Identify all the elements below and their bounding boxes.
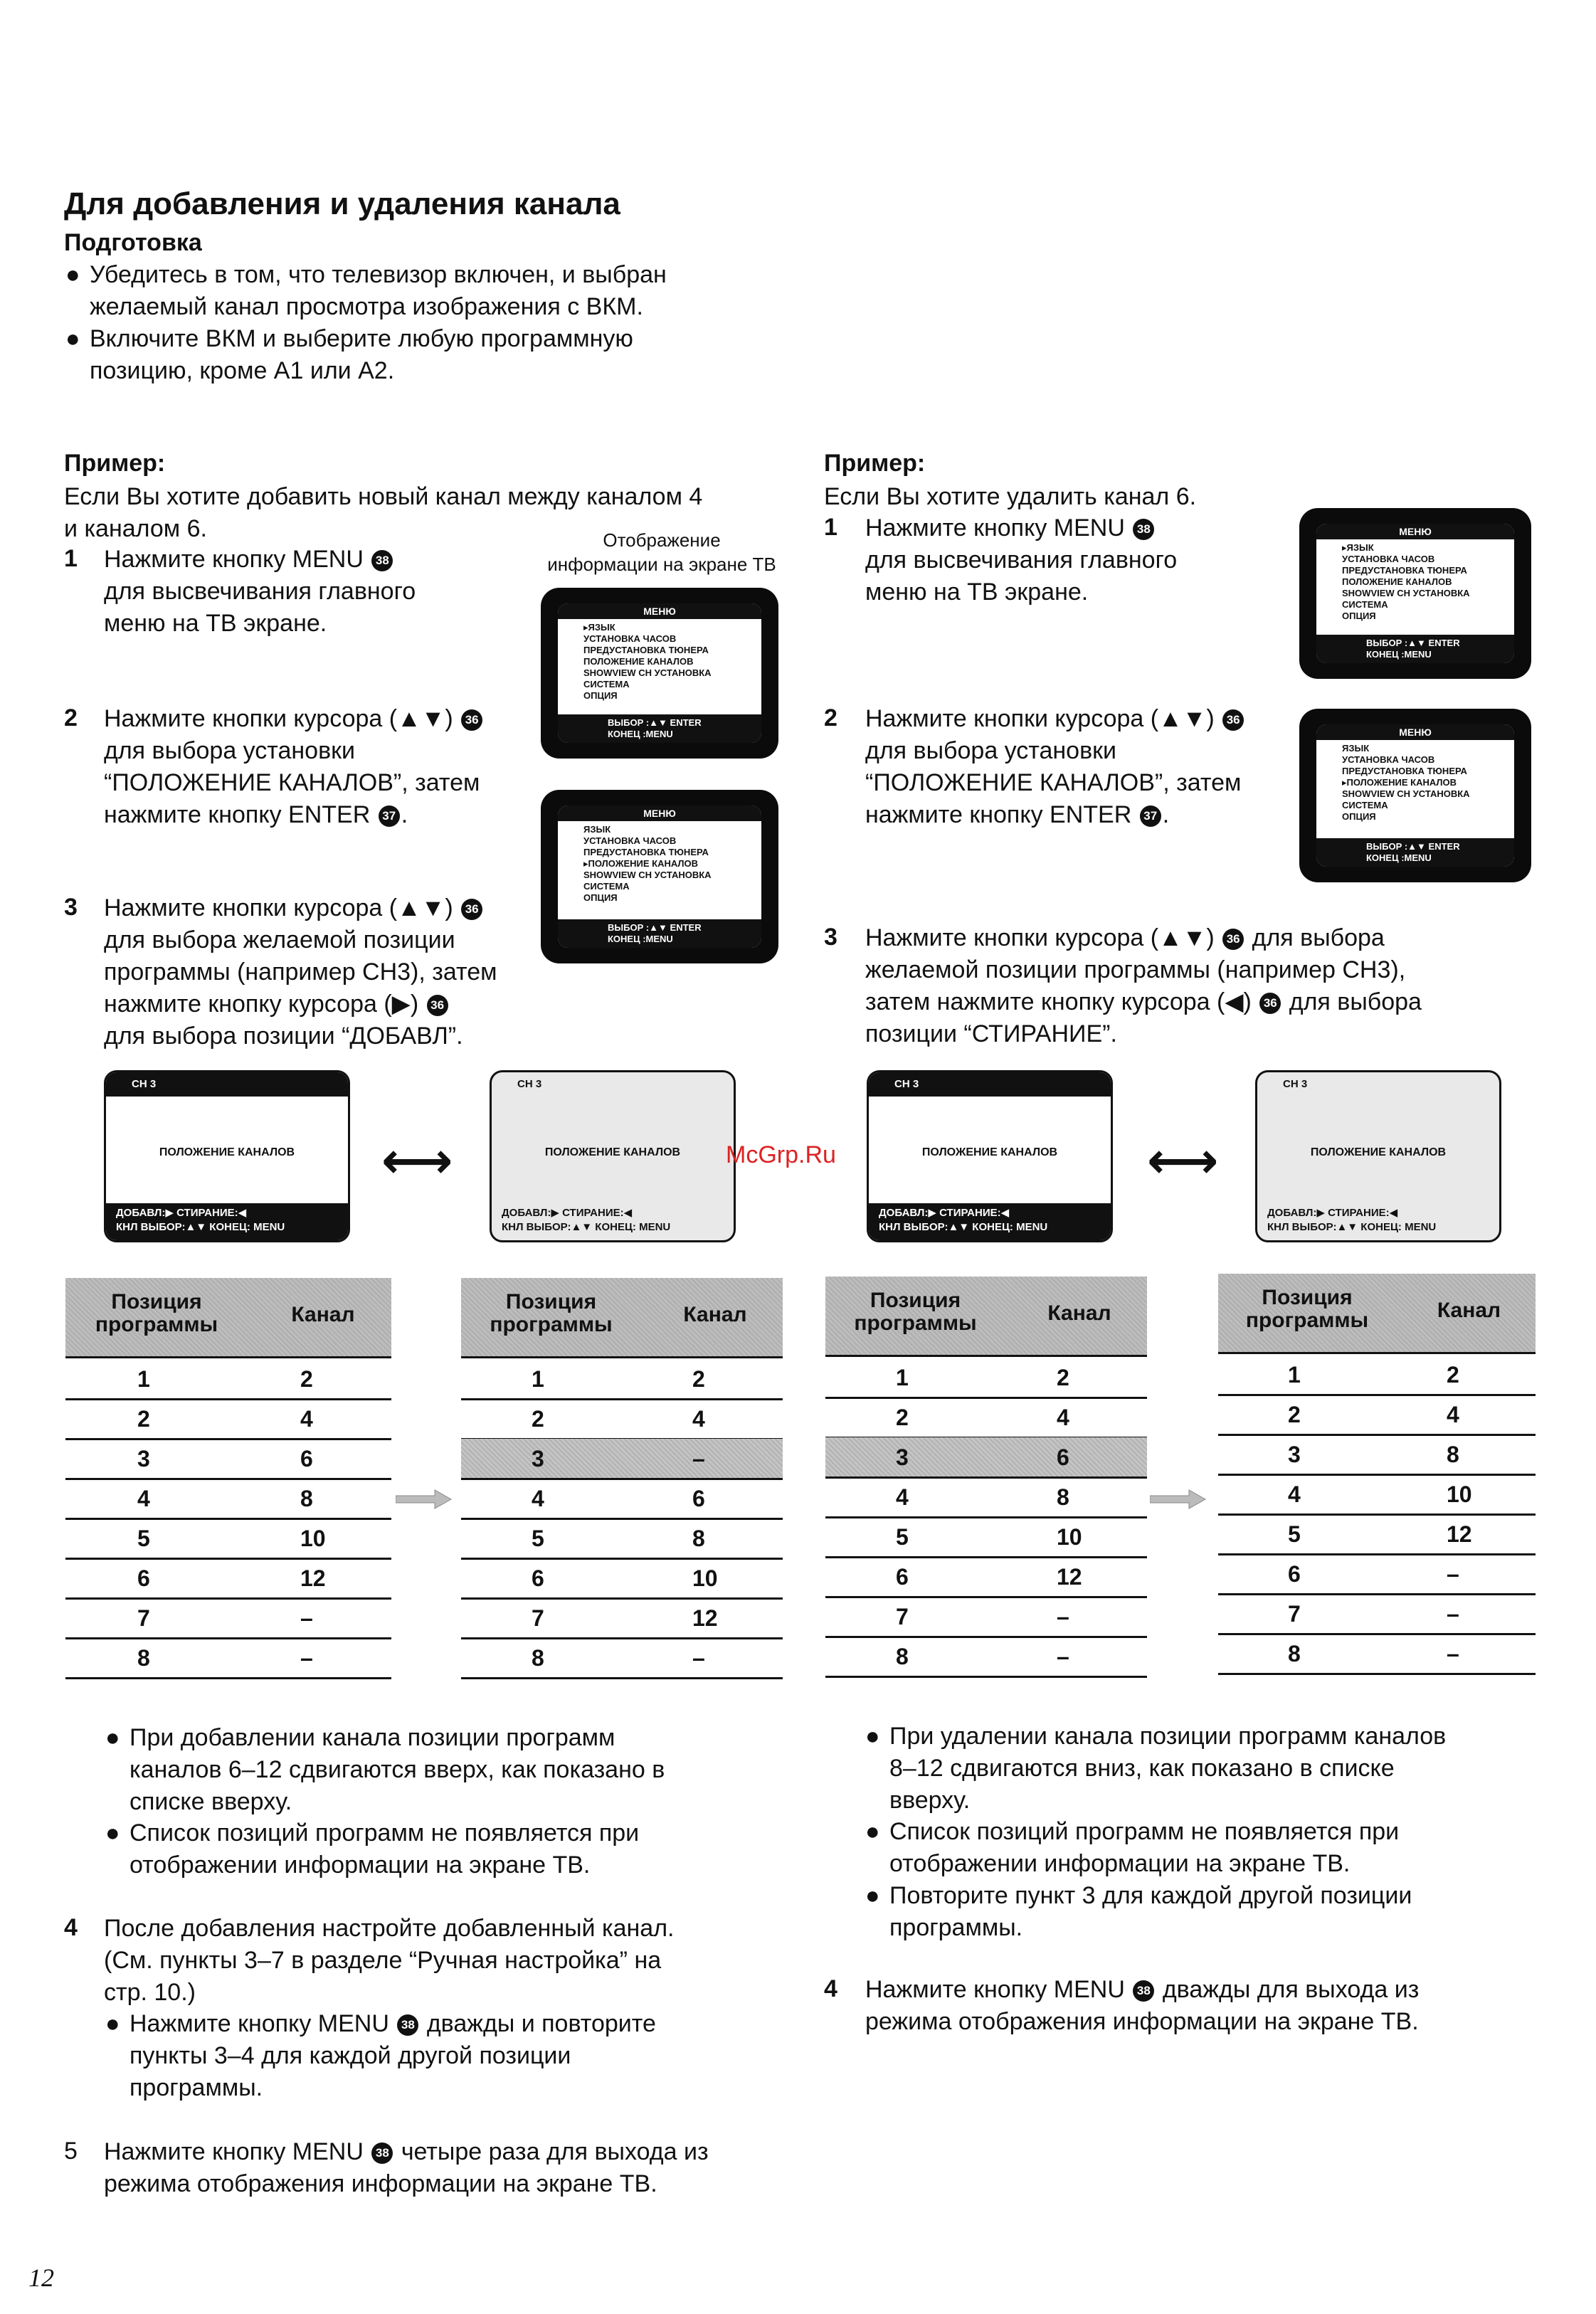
- channel-cell: –: [1057, 1604, 1069, 1629]
- table-row: [461, 1518, 783, 1560]
- position-cell: 6: [896, 1564, 909, 1590]
- table-row: [65, 1638, 391, 1679]
- left-right-arrow-icon: ⟷: [1147, 1133, 1219, 1188]
- cursor-button-icon: 36: [1259, 993, 1281, 1014]
- enter-button-icon: 37: [379, 805, 400, 827]
- channel-cell: 10: [692, 1565, 718, 1591]
- table-row: [825, 1517, 1147, 1558]
- enter-button-icon: 37: [1140, 805, 1161, 827]
- table-row: [825, 1557, 1147, 1598]
- channel-position-screen: CH 3 ПОЛОЖЕНИЕ КАНАЛОВ ДОБАВЛ:▶ СТИРАНИЕ:◀ КНЛ ВЫБОР:▲▼ КОНЕЦ: MENU: [1255, 1070, 1501, 1242]
- position-cell: 1: [137, 1366, 150, 1392]
- table-row: [825, 1477, 1147, 1518]
- menu-button-icon: 38: [397, 2014, 418, 2036]
- table-row: [1218, 1634, 1536, 1675]
- watermark: McGrp.Ru: [726, 1141, 836, 1168]
- channel-cell: 6: [692, 1486, 705, 1511]
- channel-cell: –: [692, 1446, 705, 1472]
- right-step-4: Нажмите кнопку MENU 38 дважды для выхода из режима отображения информации на экране ТВ.: [865, 1976, 1420, 2035]
- position-cell: 8: [532, 1645, 544, 1671]
- position-cell: 4: [1288, 1481, 1301, 1507]
- channel-cell: 12: [1447, 1521, 1472, 1547]
- position-cell: 6: [532, 1565, 544, 1591]
- position-cell: 7: [137, 1605, 150, 1631]
- position-cell: 5: [532, 1526, 544, 1551]
- page-number: 12: [28, 2263, 54, 2292]
- cursor-button-icon: 36: [1222, 929, 1244, 950]
- position-cell: 8: [137, 1645, 150, 1671]
- position-cell: 5: [1288, 1521, 1301, 1547]
- menu-button-icon: 38: [1133, 1980, 1154, 2002]
- position-cell: 3: [1288, 1442, 1301, 1467]
- channel-cell: 10: [1447, 1481, 1472, 1507]
- channel-position-screen: CH 3 ПОЛОЖЕНИЕ КАНАЛОВ ДОБАВЛ:▶ СТИРАНИЕ:◀ КНЛ ВЫБОР:▲▼ КОНЕЦ: MENU: [490, 1070, 736, 1242]
- step-number: 4: [64, 1914, 78, 1941]
- position-cell: 2: [532, 1406, 544, 1432]
- channel-cell: –: [300, 1605, 313, 1631]
- channel-table: [65, 1278, 391, 1684]
- channel-cell: 2: [300, 1366, 313, 1392]
- note-item: ● При удалении канала позиции программ каналов 8–12 сдвигаются вниз, как показано в списке вверху.: [865, 1723, 1447, 1814]
- channel-cell: 10: [1057, 1524, 1082, 1550]
- step-number: 2: [64, 704, 78, 731]
- step-number: 2: [824, 704, 837, 731]
- step-number: 1: [64, 545, 78, 572]
- tv-menu-screen: МЕНЮ ЯЗЫК УСТАНОВКА ЧАСОВ ПРЕДУСТАНОВКА ТЮНЕРА ▸ПОЛОЖЕНИЕ КАНАЛОВ SHOWVIEW CH УСТАНОВКА СИСТЕМА ОПЦИЯ ВЫБОР :▲▼ ENTER КОНЕЦ :MENU: [541, 790, 778, 963]
- table-row: [1218, 1554, 1536, 1595]
- channel-header: Канал: [683, 1303, 747, 1326]
- position-cell: 4: [137, 1486, 150, 1511]
- position-cell: 3: [137, 1446, 150, 1472]
- channel-cell: 8: [1057, 1484, 1069, 1510]
- table-row: [1218, 1594, 1536, 1635]
- tv-menu-screen: МЕНЮ ▸ЯЗЫК УСТАНОВКА ЧАСОВ ПРЕДУСТАНОВКА ТЮНЕРА ПОЛОЖЕНИЕ КАНАЛОВ SHOWVIEW CH УСТАНОВКА СИСТЕМА ОПЦИЯ ВЫБОР :▲▼ ENTER КОНЕЦ :MENU: [541, 588, 778, 759]
- channel-cell: 2: [1057, 1365, 1069, 1390]
- channel-cell: –: [1447, 1561, 1459, 1587]
- position-cell: 3: [896, 1444, 909, 1470]
- page-title: Для добавления и удаления канала: [64, 186, 620, 221]
- channel-cell: 4: [1447, 1402, 1459, 1427]
- table-row: [65, 1439, 391, 1480]
- table-header: [825, 1277, 1147, 1355]
- position-cell: 8: [1288, 1641, 1301, 1666]
- position-cell: 4: [532, 1486, 544, 1511]
- table-row: [461, 1638, 783, 1679]
- step-number: 3: [824, 924, 837, 951]
- menu-button-icon: 38: [371, 2143, 393, 2164]
- table-row: [461, 1439, 783, 1480]
- left-step-5: Нажмите кнопку MENU 38 четыре раза для выхода из режима отображения информации на экране ТВ.: [104, 2138, 709, 2197]
- table-row: [65, 1598, 391, 1639]
- prep-item: ● Убедитесь в том, что телевизор включен, и выбран желаемый канал просмотра изображения с ВКМ.: [65, 261, 667, 320]
- cursor-button-icon: 36: [461, 899, 482, 920]
- table-row: [1218, 1474, 1536, 1516]
- position-cell: 7: [1288, 1601, 1301, 1627]
- left-example-text: Если Вы хотите добавить новый канал между каналом 4 и каналом 6.: [64, 483, 703, 542]
- position-cell: 1: [1288, 1362, 1301, 1388]
- channel-cell: 6: [1057, 1444, 1069, 1470]
- step-number: 4: [824, 1975, 837, 2002]
- position-header: Позиция программы: [1245, 1286, 1369, 1332]
- table-row: [1218, 1355, 1536, 1396]
- tv-menu-screen: МЕНЮ ЯЗЫК УСТАНОВКА ЧАСОВ ПРЕДУСТАНОВКА ТЮНЕРА ▸ПОЛОЖЕНИЕ КАНАЛОВ SHOWVIEW CH УСТАНОВКА СИСТЕМА ОПЦИЯ ВЫБОР :▲▼ ENTER КОНЕЦ :MENU: [1299, 709, 1531, 882]
- position-cell: 8: [896, 1644, 909, 1669]
- channel-cell: 2: [692, 1366, 705, 1392]
- left-step-4: После добавления настройте добавленный канал. (См. пункты 3–7 в разделе “Ручная настройка” на стр. 10.): [104, 1915, 675, 2006]
- channel-cell: –: [1447, 1601, 1459, 1627]
- position-cell: 6: [137, 1565, 150, 1591]
- channel-cell: –: [692, 1645, 705, 1671]
- step-number: 1: [824, 514, 837, 541]
- right-step-3: Нажмите кнопки курсора (▲▼) 36 для выбора желаемой позиции программы (например СН3), затем нажмите кнопку курсора (◀) 36 для выбора позиции “СТИРАНИЕ”.: [865, 924, 1422, 1047]
- cursor-button-icon: 36: [1222, 709, 1244, 731]
- channel-header: Канал: [1047, 1301, 1111, 1325]
- step-number: 3: [64, 894, 78, 921]
- channel-cell: 12: [692, 1605, 718, 1631]
- menu-button-icon: 38: [371, 550, 393, 571]
- position-cell: 7: [532, 1605, 544, 1631]
- position-cell: 1: [896, 1365, 909, 1390]
- right-example-text: Если Вы хотите удалить канал 6.: [824, 483, 1197, 510]
- table-row: [825, 1437, 1147, 1479]
- position-cell: 2: [896, 1405, 909, 1430]
- channel-cell: 4: [692, 1406, 705, 1432]
- channel-header: Канал: [1437, 1299, 1501, 1322]
- position-cell: 7: [896, 1604, 909, 1629]
- cursor-button-icon: 36: [427, 995, 448, 1016]
- channel-cell: 8: [1447, 1442, 1459, 1467]
- left-step-2: Нажмите кнопки курсора (▲▼) 36 для выбора установки “ПОЛОЖЕНИЕ КАНАЛОВ”, затем нажмите кнопку ENTER 37 .: [104, 703, 484, 831]
- table-header: [65, 1278, 391, 1356]
- table-row: [825, 1597, 1147, 1638]
- position-cell: 5: [137, 1526, 150, 1551]
- channel-position-screen: CH 3 ПОЛОЖЕНИЕ КАНАЛОВ ДОБАВЛ:▶ СТИРАНИЕ:◀ КНЛ ВЫБОР:▲▼ КОНЕЦ: MENU: [104, 1070, 350, 1242]
- table-row: [1218, 1435, 1536, 1476]
- note-item: ● Список позиций программ не появляется при отображении информации на экране ТВ.: [865, 1818, 1400, 1877]
- prep-heading: Подготовка: [64, 229, 202, 256]
- table-row: [65, 1558, 391, 1600]
- table-row: [461, 1558, 783, 1600]
- shift-arrow-icon: [1150, 1489, 1207, 1510]
- table-row: [1218, 1395, 1536, 1436]
- table-row: [825, 1358, 1147, 1399]
- channel-cell: 8: [692, 1526, 705, 1551]
- channel-cell: –: [1057, 1644, 1069, 1669]
- position-cell: 3: [532, 1446, 544, 1472]
- position-header: Позиция программы: [490, 1290, 613, 1336]
- channel-cell: 8: [300, 1486, 313, 1511]
- menu-button-icon: 38: [1133, 519, 1154, 540]
- left-right-arrow-icon: ⟷: [381, 1133, 453, 1188]
- position-cell: 6: [1288, 1561, 1301, 1587]
- tv-menu-screen: МЕНЮ ▸ЯЗЫК УСТАНОВКА ЧАСОВ ПРЕДУСТАНОВКА ТЮНЕРА ПОЛОЖЕНИЕ КАНАЛОВ SHOWVIEW CH УСТАНОВКА СИСТЕМА ОПЦИЯ ВЫБОР :▲▼ ENTER КОНЕЦ :MENU: [1299, 508, 1531, 679]
- channel-table: [1218, 1274, 1536, 1679]
- step-number: 5: [64, 2138, 78, 2165]
- table-row: [1218, 1514, 1536, 1555]
- table-row: [65, 1399, 391, 1440]
- channel-cell: 12: [1057, 1564, 1082, 1590]
- channel-cell: 2: [1447, 1362, 1459, 1388]
- channel-cell: –: [300, 1645, 313, 1671]
- left-step-1: Нажмите кнопку MENU 38 для высвечивания главного меню на ТВ экране.: [104, 546, 416, 637]
- channel-table: [825, 1277, 1147, 1682]
- channel-cell: 4: [300, 1406, 313, 1432]
- table-row: [825, 1398, 1147, 1439]
- table-row: [65, 1479, 391, 1520]
- table-header: [461, 1278, 783, 1356]
- note-item: ● Список позиций программ не появляется при отображении информации на экране ТВ.: [105, 1819, 640, 1879]
- note-item: ● Повторите пункт 3 для каждой другой позиции программы.: [865, 1882, 1412, 1941]
- channel-cell: 6: [300, 1446, 313, 1472]
- channel-cell: 4: [1057, 1405, 1069, 1430]
- note-item: ● При добавлении канала позиции программ каналов 6–12 сдвигаются вверх, как показано в списке вверху.: [105, 1724, 665, 1815]
- left-step-3: Нажмите кнопки курсора (▲▼) 36 для выбора желаемой позиции программы (например СН3), затем нажмите кнопку курсора (▶) 36 для выбора позиции “ДОБАВЛ”.: [104, 894, 497, 1050]
- table-row: [461, 1359, 783, 1400]
- channel-cell: 10: [300, 1526, 326, 1551]
- table-row: [461, 1399, 783, 1440]
- channel-cell: 12: [300, 1565, 326, 1591]
- right-step-2: Нажмите кнопки курсора (▲▼) 36 для выбора установки “ПОЛОЖЕНИЕ КАНАЛОВ”, затем нажмите кнопку ENTER 37 .: [865, 703, 1245, 831]
- left-example-heading: Пример:: [64, 450, 166, 477]
- channel-position-screen: CH 3 ПОЛОЖЕНИЕ КАНАЛОВ ДОБАВЛ:▶ СТИРАНИЕ:◀ КНЛ ВЫБОР:▲▼ КОНЕЦ: MENU: [867, 1070, 1113, 1242]
- channel-table: [461, 1278, 783, 1684]
- screen-caption: Отображение информации на экране ТВ: [547, 529, 776, 575]
- right-example-heading: Пример:: [824, 450, 926, 477]
- table-row: [461, 1598, 783, 1639]
- table-row: [65, 1359, 391, 1400]
- position-cell: 5: [896, 1524, 909, 1550]
- position-cell: 2: [1288, 1402, 1301, 1427]
- note-item: ● Нажмите кнопку MENU 38 дважды и повторите пункты 3–4 для каждой другой позиции программы.: [105, 2010, 656, 2101]
- prep-item: ● Включите ВКМ и выберите любую программную позицию, кроме А1 или А2.: [65, 325, 633, 384]
- position-cell: 4: [896, 1484, 909, 1510]
- channel-cell: –: [1447, 1641, 1459, 1666]
- table-header: [1218, 1274, 1536, 1352]
- channel-header: Канал: [291, 1303, 355, 1326]
- shift-arrow-icon: [396, 1489, 453, 1510]
- right-step-1: Нажмите кнопку MENU 38 для высвечивания главного меню на ТВ экране.: [865, 514, 1178, 606]
- table-row: [825, 1637, 1147, 1678]
- cursor-button-icon: 36: [461, 709, 482, 731]
- position-header: Позиция программы: [854, 1289, 977, 1335]
- position-cell: 1: [532, 1366, 544, 1392]
- position-header: Позиция программы: [95, 1290, 218, 1336]
- position-cell: 2: [137, 1406, 150, 1432]
- table-row: [461, 1479, 783, 1520]
- table-row: [65, 1518, 391, 1560]
